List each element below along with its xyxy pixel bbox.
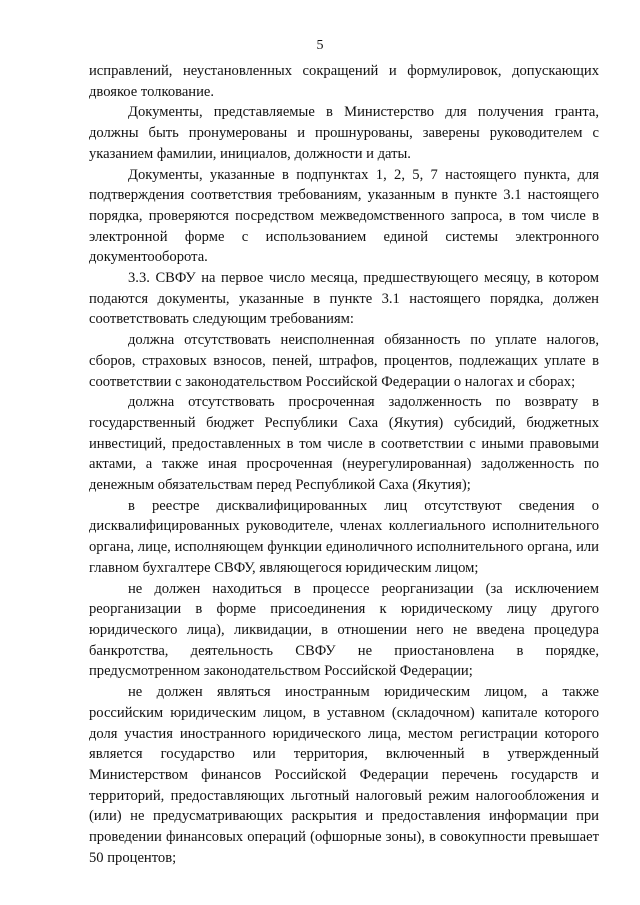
page-number: 5 — [316, 38, 324, 53]
paragraph-section-3-3: 3.3. СВФУ на первое число месяца, предшествующего месяцу, в котором подаются документы, указанные в пункте 3.1 настоящего порядка, должен соответствовать следующим требованиям: — [89, 270, 599, 328]
paragraph-interdepartmental-request: Документы, указанные в подпунктах 1, 2, 5, 7 настоящего пункта, для подтверждения соответствия требованиям, указанным в пункте 3.1 настоящего порядка, проверяются посредством межведомственного запроса, в том числе в электронной форме с использованием единой системы электронного документооборота. — [89, 166, 599, 266]
paragraph-continuation: исправлений, неустановленных сокращений и формулировок, допускающих двоякое толкование. — [89, 63, 599, 100]
requirement-no-tax-debt: должна отсутствовать неисполненная обязанность по уплате налогов, сборов, страховых взносов, пеней, штрафов, процентов, подлежащих уплате в соответствии с законодательством Российской Федерации о налогах и сборах; — [89, 332, 599, 390]
requirement-no-overdue-debt: должна отсутствовать просроченная задолженность по возврату в государственный бюджет Республики Саха (Якутия) субсидий, бюджетных инвестиций, предоставленных в том числе в соответствии с иными правовыми актами, а также иная просроченная (неурегулированная) задолженность по денежным обязательствам перед Республикой Саха (Якутия); — [89, 394, 599, 494]
paragraph-documents-numbering: Документы, представляемые в Министерство для получения гранта, должны быть пронумерованы и прошнурованы, заверены руководителем с указанием фамилии, инициалов, должности и даты. — [89, 104, 599, 162]
document-body — [89, 61, 599, 868]
requirement-no-reorganization: не должен находиться в процессе реорганизации (за исключением реорганизации в форме присоединения к юридическому лицу другого юридического лица), ликвидации, в отношении него не введена процедура банкротства, деятельность СВФУ не приостановлена в порядке, предусмотренном законодательством Российской Федерации; — [89, 580, 599, 680]
requirement-disqualified-persons-registry: в реестре дисквалифицированных лиц отсутствуют сведения о дисквалифицированных руководителе, членах коллегиального исполнительного органа, лице, исполняющем функции единоличного исполнительного органа, или главном бухгалтере СВФУ, являющегося юридическим лицом; — [89, 497, 599, 576]
requirement-not-foreign-entity: не должен являться иностранным юридическим лицом, а также российским юридическим лицом, в уставном (складочном) капитале которого доля участия иностранного юридического лица, местом регистрации которого является государство или территория, включенный в утвержденный Министерством финансов Российской Федерации перечень государств и территорий, предоставляющих льготный налоговый режим налогообложения и (или) не предусматривающих раскрытия и предоставления информации при проведении финансовых операций (офшорные зоны), в совокупности превышает 50 процентов; — [89, 684, 599, 866]
